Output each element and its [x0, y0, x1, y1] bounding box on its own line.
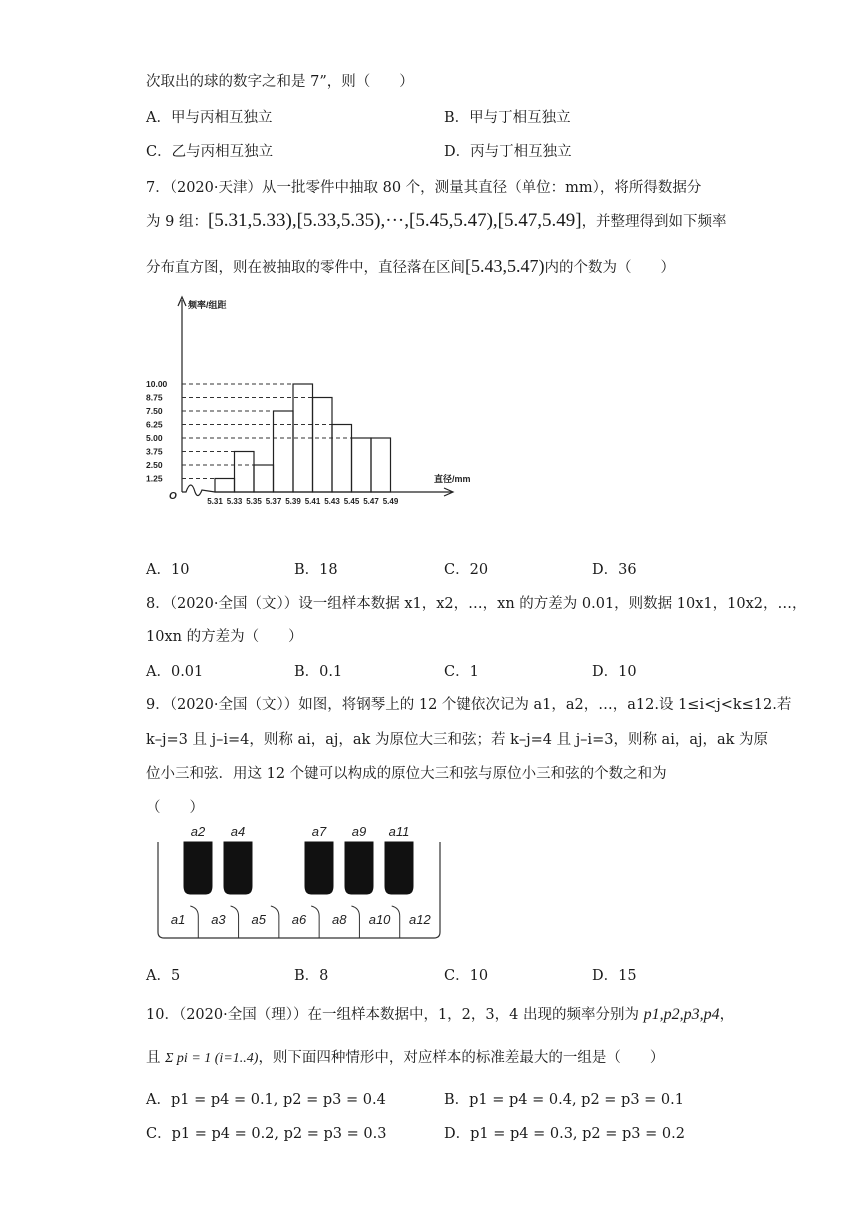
q7-option-a: A．10: [146, 562, 190, 578]
q10-sum-expr: Σ pi = 1 (i=1..4): [165, 1051, 259, 1066]
q9-line2: k–j=3 且 j–i=4，则称 ai，aj，ak 为原位大三和弦；若 k–j=4 且 j–i=3，则称 ai，aj，ak 为原: [146, 732, 769, 748]
q9-option-b: B．8: [294, 968, 329, 984]
x-axis-label: 直径/mm: [434, 474, 471, 484]
histogram-bar: [313, 398, 333, 493]
x-tick-label: 5.49: [382, 497, 399, 506]
q7-interval: [5.43,5.47): [465, 256, 545, 276]
histogram-plot: [146, 297, 471, 506]
y-tick-label: 8.75: [146, 392, 163, 403]
y-tick-label: 2.50: [146, 460, 163, 470]
black-key-label: a9: [351, 824, 367, 839]
white-key-divider: [190, 906, 198, 938]
white-key-divider: [311, 906, 319, 938]
x-tick-label: 5.47: [363, 497, 379, 506]
piano-keys: [158, 824, 440, 938]
x-tick-label: 5.37: [265, 497, 282, 506]
x-tick-label: 5.43: [324, 497, 340, 506]
q10-line1-pre: 10．（2020·全国（理））在一组样本数据中，1，2，3，4 出现的频率分别为: [146, 1007, 639, 1023]
q9-line3: 位小三和弦．用这 12 个键可以构成的原位大三和弦与原位小三和弦的个数之和为: [146, 766, 667, 782]
q6-option-d: D．丙与丁相互独立: [444, 144, 572, 160]
q6-option-b: B．甲与丁相互独立: [444, 110, 571, 126]
white-key-label: a10: [368, 912, 391, 927]
q8-option-a: A．0.01: [146, 664, 204, 680]
black-key-label: a2: [190, 824, 206, 839]
q7-line3-pre: 分布直方图，则在被抽取的零件中，直径落在区间: [146, 260, 465, 276]
white-key-label: a6: [291, 912, 307, 927]
x-tick-label: 5.39: [285, 497, 301, 506]
q7-line1: 7．（2020·天津）从一批零件中抽取 80 个，测量其直径（单位：mm），将所得数据分: [146, 180, 702, 196]
black-key: [184, 842, 212, 894]
piano-keyboard: [152, 820, 452, 945]
histogram-bar: [371, 438, 391, 492]
q10-option-b: B．p1 = p4 = 0.4, p2 = p3 = 0.1: [444, 1092, 684, 1108]
black-key: [345, 842, 373, 894]
histogram-bar: [235, 452, 255, 493]
q10-line2-pre: 且: [146, 1050, 161, 1066]
q10-option-c: C．p1 = p4 = 0.2, p2 = p3 = 0.3: [146, 1126, 387, 1142]
white-key-label: a12: [409, 912, 431, 927]
y-tick-label: 7.50: [146, 406, 163, 416]
q10-line2-post: ，则下面四种情形中，对应样本的标准差最大的一组是（ ）: [258, 1050, 665, 1066]
black-key: [224, 842, 252, 894]
q9-option-c: C．10: [444, 968, 489, 984]
frequency-histogram: [146, 292, 512, 527]
histogram-bar: [332, 425, 352, 493]
white-key-label: a8: [332, 912, 347, 927]
q10-option-a: A．p1 = p4 = 0.1, p2 = p3 = 0.4: [146, 1092, 386, 1108]
q8-option-c: C．1: [444, 664, 479, 680]
origin-label: O: [169, 491, 177, 502]
q9-option-d: D．15: [592, 968, 637, 984]
y-axis-label: 频率/组距: [188, 300, 227, 310]
white-key-divider: [392, 906, 400, 938]
q7-line3: [146, 256, 675, 277]
q9-line1: 9．（2020·全国（文））如图，将钢琴上的 12 个键依次记为 a1，a2，…，a12.设 1≤i<j<k≤12.若: [146, 697, 792, 713]
q6-tail: 次取出的球的数字之和是 7”，则（ ）: [146, 74, 414, 90]
white-key-label: a5: [251, 912, 266, 927]
black-key: [305, 842, 333, 894]
black-key: [385, 842, 413, 894]
q10-line2: [146, 1046, 664, 1067]
black-key-label: a7: [311, 824, 327, 839]
q7-line2-post: ，并整理得到如下频率: [581, 214, 727, 230]
q7-intervals: [5.31,5.33),[5.33,5.35),···,[5.45,5.47),[5.47,5.49]: [207, 210, 582, 231]
q8-line2: 10xn 的方差为（ ）: [146, 629, 303, 645]
q9-line4: （ ）: [146, 800, 204, 816]
y-tick-label: 6.25: [146, 419, 163, 430]
q10-probs: p1,p2,p3,p4: [643, 1006, 720, 1023]
y-tick-label: 1.25: [146, 473, 163, 484]
q8-option-b: B．0.1: [294, 664, 343, 680]
histogram-bar: [215, 479, 235, 493]
q9-option-a: A．5: [146, 968, 181, 984]
q7-option-b: B．18: [294, 562, 338, 578]
q6-option-c: C．乙与丙相互独立: [146, 144, 274, 160]
white-key-divider: [271, 906, 279, 938]
x-tick-label: 5.31: [207, 497, 223, 506]
histogram-bar: [352, 438, 372, 492]
x-tick-label: 5.45: [343, 497, 360, 506]
q8-option-d: D．10: [592, 664, 637, 680]
x-tick-label: 5.41: [304, 497, 321, 506]
white-key-divider: [351, 906, 359, 938]
y-tick-label: 3.75: [146, 446, 163, 457]
x-tick-label: 5.35: [246, 497, 262, 506]
y-tick-label: 5.00: [146, 433, 163, 443]
white-key-label: a1: [170, 912, 186, 927]
q7-option-c: C．20: [444, 562, 489, 578]
y-tick-label: 10.00: [146, 379, 168, 389]
black-key-label: a4: [230, 824, 246, 839]
q7-line3-post: 内的个数为（ ）: [544, 260, 675, 276]
q7-line2-pre: 为 9 组：: [146, 214, 208, 230]
histogram-bar: [274, 411, 294, 492]
q10-option-d: D．p1 = p4 = 0.3, p2 = p3 = 0.2: [444, 1126, 685, 1142]
q7-option-d: D．36: [592, 562, 637, 578]
q6-option-a: A．甲与丙相互独立: [146, 110, 273, 126]
white-key-label: a3: [211, 912, 226, 927]
x-tick-label: 5.33: [226, 497, 243, 506]
black-key-label: a11: [388, 824, 410, 839]
x-axis: [182, 485, 452, 496]
q7-line2: [146, 210, 727, 232]
histogram-bar: [254, 465, 274, 492]
white-key-divider: [231, 906, 239, 938]
q10-line1: 10．（2020·全国（理））在一组样本数据中，1，2，3，4 出现的频率分别为 p1,p2,p3,p4，: [146, 1006, 735, 1023]
q8-line1: 8．（2020·全国（文））设一组样本数据 x1，x2，…，xn 的方差为 0.01，则数据 10x1，10x2，…，: [146, 596, 807, 612]
